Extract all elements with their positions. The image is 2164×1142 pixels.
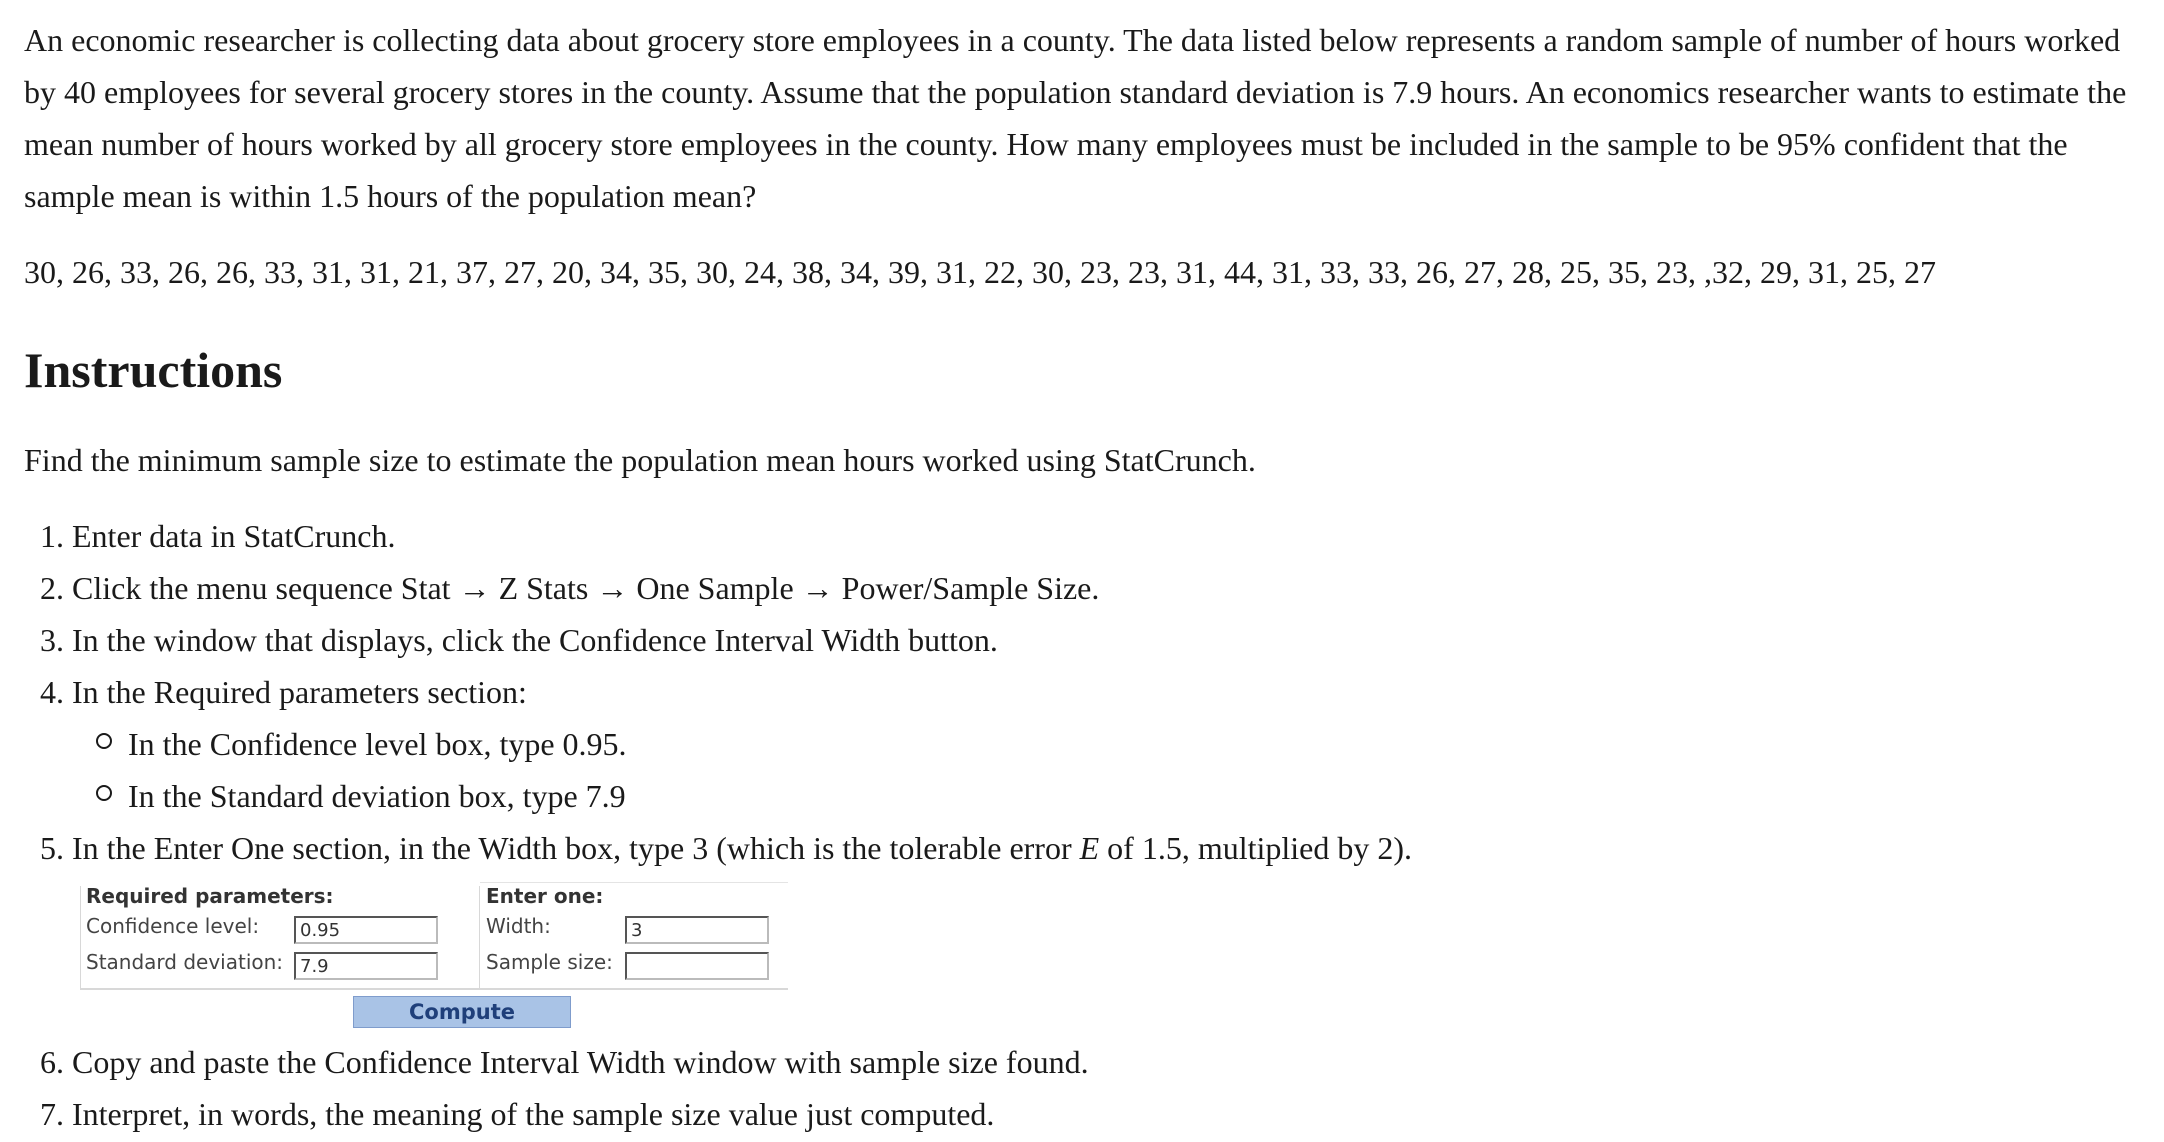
step-5 [40,826,1412,870]
step-number: 7. [40,1096,64,1132]
step-number: 4. [40,674,64,710]
step-text: Interpret, in words, the meaning of the sample size value just computed. [72,1096,995,1132]
enter-one-heading: Enter one: [486,884,604,908]
step-4 [40,670,527,714]
confidence-level-label: Confidence level: [86,914,260,938]
step-number: 2. [40,570,64,606]
instructions-heading: Instructions [24,342,283,398]
confidence-level-input[interactable]: 0.95 [294,916,438,944]
substep-text: In the Standard deviation box, type 7.9 [128,778,626,814]
step-text: Enter data in StatCrunch. [72,518,396,554]
step-number: 3. [40,622,64,658]
standard-deviation-label: Standard deviation: [86,950,284,974]
sample-size-label: Sample size: [486,950,613,974]
step-text: In the Enter One section, in the Width box, type 3 (which is the tolerable error E of 1.5, multiplied by 2). [72,830,1413,866]
bullet-icon [96,733,112,749]
divider [80,886,81,990]
bullet-icon [96,785,112,801]
step-3 [40,618,998,662]
substep-sd [96,774,626,818]
step-text: Click the menu sequence Stat → Z Stats → One Sample → Power/Sample Size. [72,570,1100,606]
instructions-intro: Find the minimum sample size to estimate the population mean hours worked using StatCrunch. [24,442,1256,478]
step-7 [40,1092,994,1136]
divider [480,882,788,883]
statcrunch-form [80,882,788,990]
required-parameters-heading: Required parameters: [86,884,334,908]
step-text: Copy and paste the Confidence Interval Width window with sample size found. [72,1044,1089,1080]
step-text: In the window that displays, click the Confidence Interval Width button. [72,622,998,658]
divider [80,988,788,990]
substep-confidence [96,722,627,766]
step-number: 5. [40,830,64,866]
step-1 [40,514,395,558]
substep-text: In the Confidence level box, type 0.95. [128,726,627,762]
compute-button[interactable]: Compute [353,996,571,1028]
step-2 [40,566,1099,610]
problem-statement: An economic researcher is collecting data about grocery store employees in a county. The data listed below represents a random sample of number of hours worked by 40 employees for several grocery stores in the county. Assume that the population standard deviation is 7.9 hours. An economics researcher wants to estimate the mean number of hours worked by all grocery store employees in the county. How many employees must be included in the sample to be 95% confident that the sample mean is within 1.5 hours of the population mean? [24,22,2127,214]
sample-size-input[interactable] [625,952,769,980]
step-text: In the Required parameters section: [72,674,527,710]
step-6 [40,1040,1089,1084]
divider [479,886,480,990]
step-number: 6. [40,1044,64,1080]
data-values: 30, 26, 33, 26, 26, 33, 31, 31, 21, 37, 27, 20, 34, 35, 30, 24, 38, 34, 39, 31, 22, 30, 23, 23, 31, 44, 31, 33, 33, 26, 27, 28, 25, 35, 23, ,32, 29, 31, 25, 27 [24,254,1936,290]
standard-deviation-input[interactable]: 7.9 [294,952,438,980]
variable-e: E [1079,830,1100,866]
width-label: Width: [486,914,551,938]
step-number: 1. [40,518,64,554]
width-input[interactable]: 3 [625,916,769,944]
